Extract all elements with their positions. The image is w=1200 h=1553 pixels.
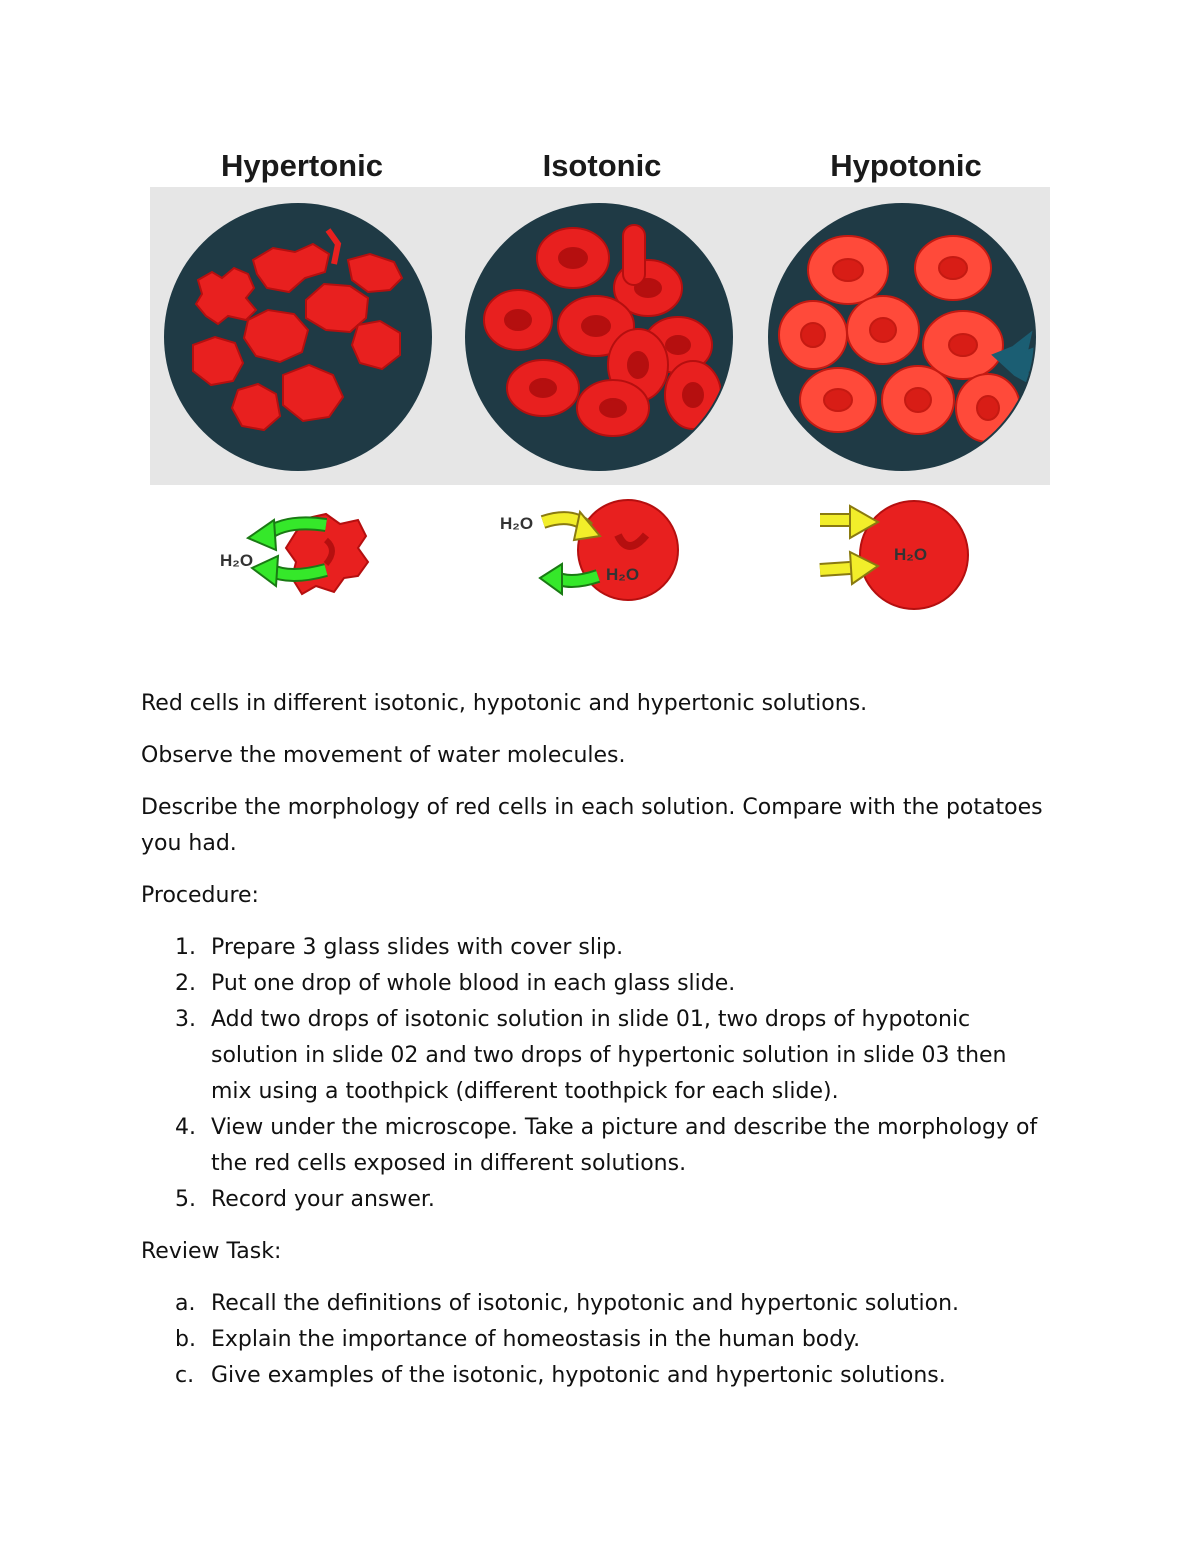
procedure-text: Put one drop of whole blood in each glass slide.	[211, 971, 736, 996]
review-list	[141, 1286, 959, 1394]
title-hypertonic: Hypertonic	[221, 148, 383, 183]
procedure-heading: Procedure:	[141, 883, 259, 908]
procedure-text: solution in slide 02 and two drops of hypertonic solution in slide 03 then	[211, 1043, 1007, 1068]
list-marker: 4.	[175, 1115, 196, 1140]
red-cell-tonicity-figure	[148, 140, 1050, 620]
procedure-item	[141, 1182, 1037, 1218]
h2o-label-isotonic-in: H₂O	[500, 514, 534, 533]
h2o-label-hypertonic: H₂O	[220, 551, 254, 570]
paragraph-intro: Red cells in different isotonic, hypotonic and hypertonic solutions.	[141, 691, 868, 716]
list-marker: 1.	[175, 935, 196, 960]
procedure-text: Record your answer.	[211, 1187, 435, 1212]
h2o-label-isotonic-cell: H₂O	[606, 565, 640, 584]
review-text: Recall the definitions of isotonic, hypotonic and hypertonic solution.	[211, 1291, 960, 1316]
procedure-text: Add two drops of isotonic solution in slide 01, two drops of hypotonic	[211, 1007, 971, 1032]
procedure-text: the red cells exposed in different solutions.	[211, 1151, 687, 1176]
list-marker: a.	[175, 1291, 196, 1316]
h2o-label-hypotonic-cell: H₂O	[894, 545, 928, 564]
procedure-text: Prepare 3 glass slides with cover slip.	[211, 935, 624, 960]
title-hypotonic: Hypotonic	[830, 148, 982, 183]
procedure-item	[141, 1110, 1037, 1182]
procedure-text: mix using a toothpick (different toothpick for each slide).	[211, 1079, 839, 1104]
review-heading: Review Task:	[141, 1239, 282, 1264]
list-marker: b.	[175, 1327, 196, 1352]
hypertonic-cell-diagram	[248, 514, 368, 594]
title-isotonic: Isotonic	[542, 148, 662, 183]
list-marker: c.	[175, 1363, 195, 1388]
procedure-item	[141, 966, 1037, 1002]
procedure-item	[141, 1002, 1037, 1110]
review-item	[141, 1322, 959, 1358]
review-text: Give examples of the isotonic, hypotonic and hypertonic solutions.	[211, 1363, 946, 1388]
procedure-text: View under the microscope. Take a picture and describe the morphology of	[211, 1115, 1038, 1140]
paragraph-describe-line1: Describe the morphology of red cells in each solution. Compare with the potatoes	[141, 795, 1043, 820]
paragraph-observe: Observe the movement of water molecules.	[141, 743, 626, 768]
procedure-list	[141, 930, 1037, 1218]
procedure-item	[141, 930, 1037, 966]
list-marker: 5.	[175, 1187, 196, 1212]
review-item	[141, 1358, 959, 1394]
list-marker: 2.	[175, 971, 196, 996]
isotonic-cell-diagram	[540, 500, 678, 600]
list-marker: 3.	[175, 1007, 196, 1032]
review-text: Explain the importance of homeostasis in the human body.	[211, 1327, 861, 1352]
paragraph-describe-line2: you had.	[141, 831, 237, 856]
review-item	[141, 1286, 959, 1322]
